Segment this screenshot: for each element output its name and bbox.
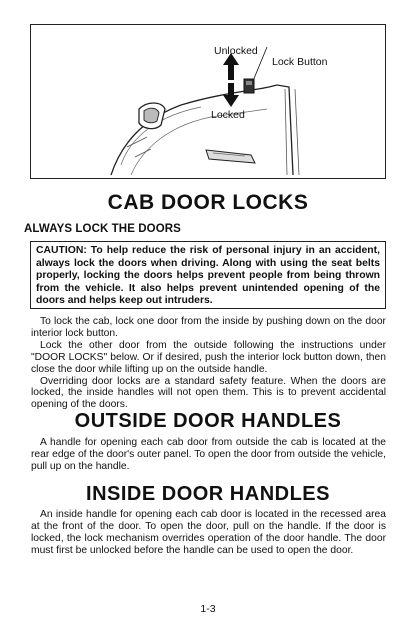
inside-handles-heading: INSIDE DOOR HANDLES: [86, 483, 330, 505]
arrow-down-icon: [223, 83, 239, 107]
section-subheading: ALWAYS LOCK THE DOORS: [24, 223, 181, 235]
lock-button-icon: [244, 79, 254, 93]
arrow-up-icon: [223, 53, 239, 80]
outside-handles-text: A handle for opening each cab door from outside the cab is located at the rear edge of the door's outer panel. To open the door from outside the vehicle, pull up on the handle.: [31, 437, 386, 472]
page-number: 1-3: [200, 603, 216, 615]
locked-label: Locked: [211, 109, 245, 121]
paragraph-overriding-locks: Overriding door locks are a standard safety feature. When the doors are locked, the inside handles will not open them. This is to prevent accidental opening of the doors.: [31, 375, 386, 411]
unlocked-label: Unlocked: [214, 45, 258, 57]
paragraph-lock-cab: To lock the cab, lock one door from the inside by pushing down on the door interior lock button.: [31, 316, 386, 339]
lock-button-label: Lock Button: [272, 56, 328, 68]
caution-box: CAUTION: To help reduce the risk of personal injury in an accident, always lock the doors when driving. Along with using the seat belts properly, locking the doors helps prevent people from being thrown from the vehicle. It also helps prevent unintended opening of the doors and helps keep out intruders.: [30, 241, 386, 309]
paragraph-lock-other-door: Lock the other door from the outside following the instructions under "DOOR LOCKS" below. Or if desired, push the interior lock button down, then close the door while lifting up on the outside handle.: [31, 339, 386, 375]
door-interior-drawing: [31, 25, 384, 177]
page-title: CAB DOOR LOCKS: [107, 191, 309, 214]
outside-handles-heading: OUTSIDE DOOR HANDLES: [74, 410, 342, 432]
inside-handle-icon: [139, 103, 165, 129]
door-lock-illustration: [30, 24, 386, 179]
lock-paragraphs: [31, 316, 386, 411]
inside-handles-text: An inside handle for opening each cab door is located in the recessed area at the front of the door. To open the door, pull on the handle. If the door is locked, the lock mechanism overrides operation of the door handle. The door must first be unlocked before the handle can be used to open the door.: [31, 509, 386, 556]
